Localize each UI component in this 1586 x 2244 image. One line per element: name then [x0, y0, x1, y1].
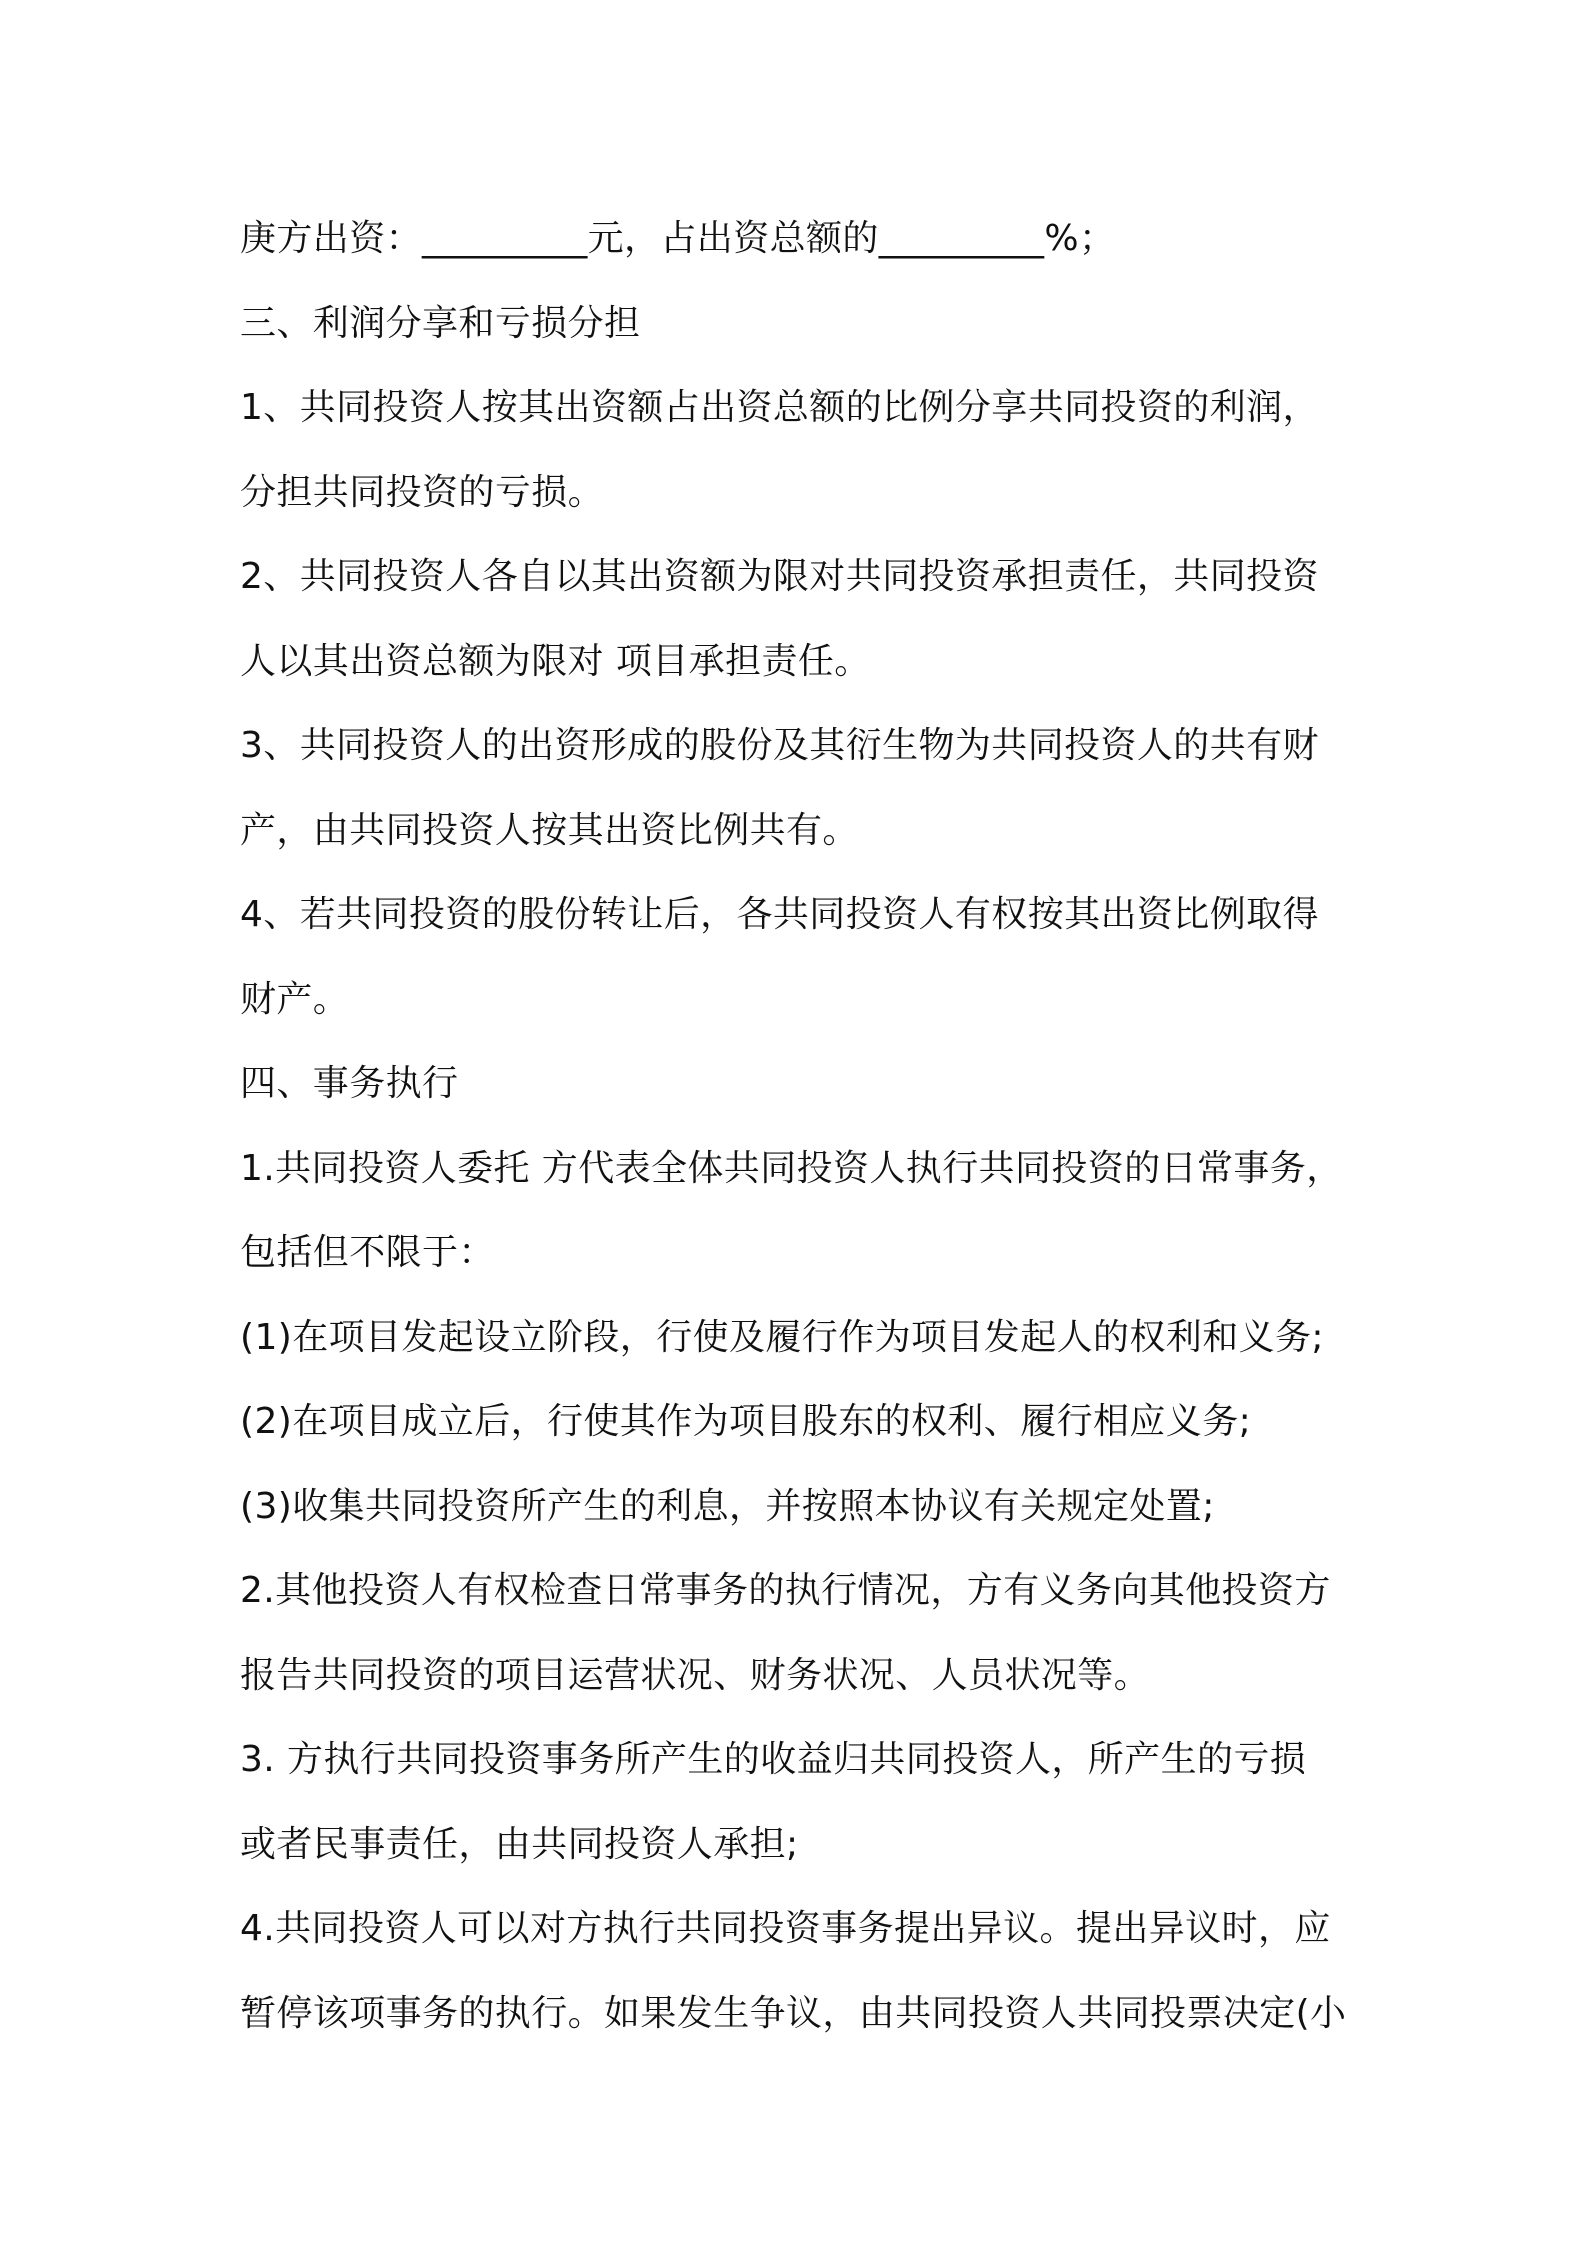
- text-line-geng-contribution: 庚方出资：_________元，占出资总额的_________%；: [240, 218, 1116, 259]
- text-line: 分担共同投资的亏损。: [240, 471, 605, 513]
- text-line: 2.其他投资人有权检查日常事务的执行情况，方有义务向其他投资方: [240, 1570, 1331, 1611]
- text-line: 3. 方执行共同投资事务所产生的收益归共同投资人，所产生的亏损: [240, 1739, 1307, 1780]
- text-line: 产，由共同投资人按其出资比例共有。: [240, 809, 859, 851]
- document-body: [240, 197, 1370, 2056]
- text-line: 3、共同投资人的出资形成的股份及其衍生物为共同投资人的共有财: [240, 725, 1319, 766]
- text-line: 财产。: [240, 978, 350, 1020]
- text-line: (3)收集共同投资所产生的利息，并按照本协议有关规定处置;: [240, 1485, 1215, 1527]
- text-line: 报告共同投资的项目运营状况、财务状况、人员状况等。: [240, 1654, 1151, 1696]
- text-line: 2、共同投资人各自以其出资额为限对共同投资承担责任，共同投资: [240, 556, 1319, 597]
- text-line: 或者民事责任，由共同投资人承担;: [240, 1823, 799, 1865]
- text-line: 4、若共同投资的股份转让后，各共同投资人有权按其出资比例取得: [240, 894, 1319, 935]
- text-line: (1)在项目发起设立阶段，行使及履行作为项目发起人的权利和义务;: [240, 1316, 1324, 1358]
- section-heading-profit-loss: 三、利润分享和亏损分担: [240, 302, 641, 344]
- section-heading-affairs-execution: 四、事务执行: [240, 1063, 459, 1104]
- text-line: 1、共同投资人按其出资额占出资总额的比例分享共同投资的利润，: [240, 387, 1319, 428]
- text-line: 1.共同投资人委托 方代表全体共同投资人执行共同投资的日常事务，: [240, 1147, 1343, 1189]
- text-line: 人以其出资总额为限对 项目承担责任。: [240, 640, 871, 682]
- text-line: 暂停该项事务的执行。如果发生争议，由共同投资人共同投票决定(小: [240, 1992, 1347, 2034]
- text-line: 4.共同投资人可以对方执行共同投资事务提出异议。提出异议时，应: [240, 1908, 1331, 1949]
- text-line: 包括但不限于：: [240, 1232, 495, 1273]
- text-line: (2)在项目成立后，行使其作为项目股东的权利、履行相应义务;: [240, 1401, 1252, 1442]
